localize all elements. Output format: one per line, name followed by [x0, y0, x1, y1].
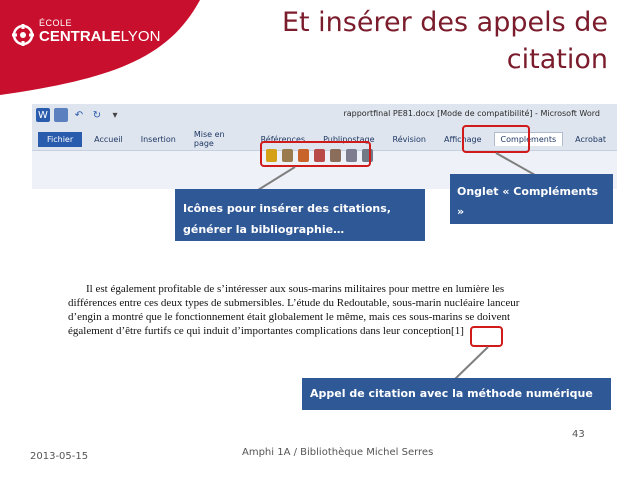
centrale-logo-icon — [12, 24, 34, 46]
tab-accueil[interactable]: Accueil — [94, 134, 123, 144]
tab-fichier[interactable]: Fichier — [38, 132, 82, 147]
slide-title-line2: citation — [506, 44, 608, 75]
excerpt-line: différences entre ces deux types de submersibles. L’étude du Redoutable, sous-marin nucléaire lanceur — [68, 297, 520, 309]
undo-icon[interactable]: ↶ — [74, 109, 84, 121]
callout-tab-line1: Onglet « Compléments » — [457, 185, 599, 218]
callout-tab-line2: dans la barre de menu — [457, 225, 597, 238]
tab-affichage[interactable]: Affichage — [443, 134, 482, 144]
footer-center-text: Amphi 1A / Bibliothèque Michel Serres — [242, 447, 434, 458]
customize-toolbar-icon[interactable]: ▾ — [112, 109, 118, 121]
tab-complements[interactable]: Compléments — [494, 132, 564, 146]
icons-highlight-box — [260, 141, 371, 167]
callout-tab — [450, 174, 613, 238]
tab-highlight-box — [462, 125, 530, 153]
callout-citation: Appel de citation avec la méthode numérique — [302, 378, 611, 410]
slide-title-line1: Et insérer des appels de — [281, 7, 608, 38]
citation-connector-line — [455, 347, 488, 379]
tab-insertion[interactable]: Insertion — [140, 134, 176, 144]
excerpt-line: Il est également profitable de s’intéresser aux sous-marins militaires pour mettre en lumière les — [86, 283, 505, 295]
tab-references[interactable]: Références — [260, 134, 306, 144]
footer-date: 2013-05-15 — [30, 451, 89, 462]
tab-mise-en-page[interactable]: Mise en page — [193, 130, 225, 148]
logo-background — [0, 0, 200, 95]
excerpt-line-last — [68, 324, 552, 338]
logo-name-bold: CENTRALE — [39, 28, 121, 45]
tab-revision[interactable]: Révision — [392, 134, 426, 144]
callout-icons-line2: générer la bibliographie… — [183, 223, 345, 236]
word-app-icon[interactable]: W — [36, 108, 50, 122]
redo-icon[interactable]: ↻ — [92, 109, 102, 121]
document-excerpt — [68, 282, 552, 338]
page-number: 43 — [572, 429, 585, 440]
logo-name-light: LYON — [120, 28, 161, 45]
tab-publipostage[interactable]: Publipostage — [323, 134, 375, 144]
callout-icons-line1: Icônes pour insérer des citations, — [183, 202, 391, 215]
tab-acrobat[interactable]: Acrobat — [575, 134, 606, 144]
quick-access-toolbar — [36, 106, 122, 124]
excerpt-line: d’engin a montré que le fonctionnement était globalement le même, mais ces sous-marins se doivent — [68, 311, 511, 323]
logo-name — [39, 28, 160, 45]
citation-marker: [1] — [451, 325, 464, 337]
callout-icons — [175, 189, 425, 241]
slide-title — [228, 4, 608, 78]
document-title: rapportfinal PE81.docx [Mode de compatibilité] - Microsoft Word — [343, 109, 600, 118]
save-icon[interactable] — [54, 108, 68, 122]
excerpt-line4-text: également d’être furtifs ce qui induit d’importantes complications dans leur conception — [68, 325, 452, 337]
logo-ecole-text: ÉCOLE — [39, 18, 73, 28]
